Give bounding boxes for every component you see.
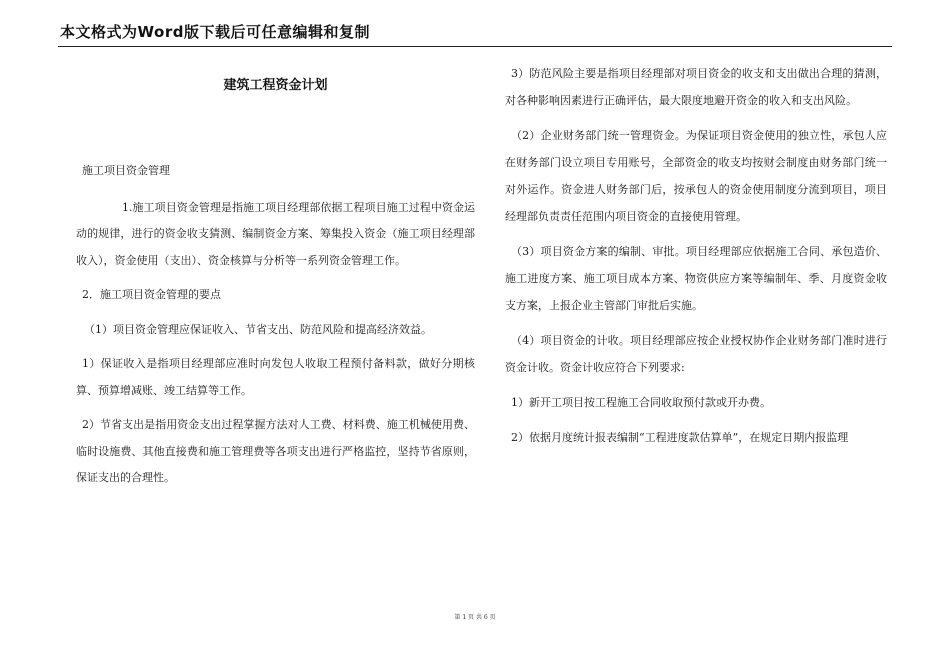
paragraph: （4）项目资金的计收。项目经理部应按企业授权协作企业财务部门准时进行资金计收。资金计收应符合下列要求: bbox=[505, 334, 887, 374]
paragraph: （3）项目资金方案的编制、审批。项目经理部应依据施工合同、承包造价、施工进度方案、施工项目成本方案、物资供应方案等编制年、季、月度资金收支方案，上报企业主管部门审批后实施。 bbox=[505, 245, 887, 312]
paragraph: 3）防范风险主要是指项目经理部对项目资金的收支和支出做出合理的猜测，对各种影响因素进行正确评估，最大限度地避开资金的收入和支出风险。 bbox=[505, 67, 887, 107]
right-column bbox=[505, 60, 887, 451]
paragraph: 1）新开工项目按工程施工合同收取预付款或开办费。 bbox=[511, 396, 771, 409]
paragraph: 2）节省支出是指用资金支出过程掌握方法对人工费、材料费、施工机械使用费、临时设施费、其他直接费和施工管理费等各项支出进行严格监控，坚持节省原则，保证支出的合理性。 bbox=[76, 418, 475, 484]
page-number: 第 1 页 共 6 页 bbox=[454, 614, 496, 621]
paragraph: 1.施工项目资金管理是指施工项目经理部依据工程项目施工过程中资金运动的规律，进行的资金收支猜测、编制资金方案、筹集投入资金（施工项目经理部收入），资金使用（支出）、资金核算与分析等一系列资金管理工作。 bbox=[76, 200, 475, 267]
left-column bbox=[76, 158, 475, 492]
paragraph: （2）企业财务部门统一管理资金。为保证项目资金使用的独立性，承包人应在财务部门设立项目专用账号，全部资金的收支均按财会制度由财务部门统一对外运作。资金进人财务部门后，按承包人的资金使用制度分流到项目，项目经理部负责责任范围内项目资金的直接使用管理。 bbox=[505, 129, 887, 223]
paragraph: 2．施工项目资金管理的要点 bbox=[82, 288, 221, 301]
section-heading: 施工项目资金管理 bbox=[82, 164, 170, 177]
paragraph: （1）项目资金管理应保证收入、节省支出、防范风险和提高经济效益。 bbox=[84, 322, 432, 336]
paragraph: 1）保证收入是指项目经理部应准时向发包人收取工程预付备料款，做好分期核算、预算增减账、竣工结算等工作。 bbox=[76, 357, 475, 397]
download-banner: 本文格式为Word版下载后可任意编辑和复制 bbox=[60, 23, 370, 41]
paragraph: 2）依据月度统计报表编制“工程进度款估算单”，在规定日期内报监理 bbox=[511, 431, 849, 444]
banner-divider bbox=[58, 46, 892, 47]
document-title: 建筑工程资金计划 bbox=[223, 78, 328, 93]
